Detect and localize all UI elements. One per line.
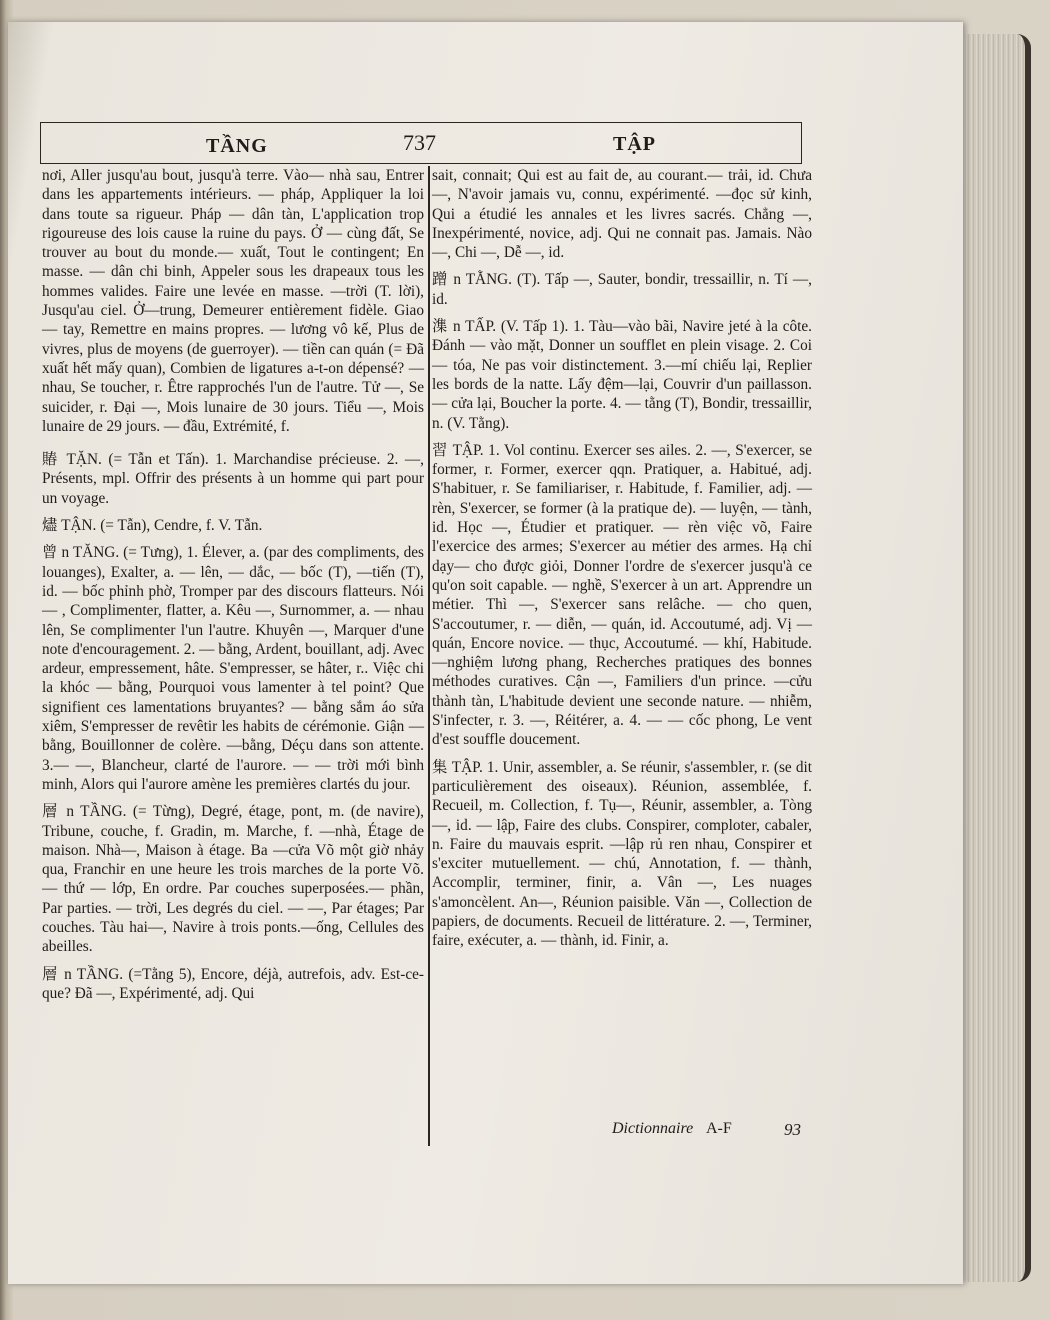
footer-sheet-number: 93 xyxy=(784,1120,801,1139)
footer-title: Dictionnaire xyxy=(612,1120,694,1137)
column-divider xyxy=(428,166,430,1146)
header-right-word: TẬP xyxy=(613,133,656,155)
entry-tang-3: 層 n TẦNG. (=Tằng 5), Encore, déjà, autrefois, adv. Est-ce-que? Đã —, Expérimenté, adj. Qui xyxy=(42,965,424,1002)
entry-tang-1: 曾 n TĂNG. (= Tưng), 1. Élever, a. (par des compliments, des louanges), Exalter, a. — lên, — dắc, — bốc (T), —tiến (T), id. — bốc phỉnh phờ, Tromper par des discours flatteurs. Nói — , Complimenter, flatter, a. Kêu —, Surnommer, a. — nhau lên, Se complimenter l'un l'autre. Khuyên —, Marquer d'une note d'encouragement. 2. — bằng, Ardent, bouillant, adj. Avec ardeur, empressement, hâte. S'empresser, se hâter, r.. Việc chi la khóc — bằng, Pourquoi vous lamenter à tel point? Que signifient ces lamentations bruyantes? — bằng sắm áo sửa xiêm, S'empresser de revêtir les habits de cérémonie. Giận — bằng, Bouillonner de colère. —bằng, Déçu dans son attente. 3.— —, Blancheur, clarté de l'aurore. — — trời mới bình minh, Alors qui l'aurore amène les premières clartés du jour. xyxy=(42,544,424,793)
entry-tang-4: 蹭 n TẰNG. (T). Tấp —, Sauter, bondir, tressaillir, n. Tí —, id. xyxy=(432,271,812,308)
running-header xyxy=(40,122,802,164)
page-number: 737 xyxy=(403,130,436,155)
footer-signature: A-F xyxy=(706,1120,732,1137)
entry-tap-3: 集 TẬP. 1. Unir, assembler, a. Se réunir, s'assembler, r. (se dit particulièrement des oiseaux). Réunion, assemblée, f. Recueil, m. Collection, f. Tụ—, Réunir, assembler, a. Tòng —, id. — lập, Faire des clubs. Conspirer, comploter, cabaler, n. Faire du mauvais esprit. —lập rủ ren nhau, Conspirer et s'exciter mutuellement. — chú, Annotation, f. — thành, Accomplir, terminer, finir, a. Vân —, Les nuages s'amoncèlent. An—, Réunion paisible. Văn —, Collection de papiers, de documents. Recueil de littérature. 2. —, Terminer, faire, exécuter, a. — thành, id. Finir, a. xyxy=(432,758,812,950)
entry-tang-2: 層 n TẦNG. (= Từng), Degré, étage, pont, m. (de navire), Tribune, couche, f. Gradin, m. Marche, f. —nhà, Étage de maison. Nhà—, Maison à étage. Ba —cửa Võ một giờ nhảy qua, Franchir en une heure les trois marches de la porte Võ. — thứ — lớp, En ordre. Par couches superposées.— phần, Par parties. — trời, Les degrés du ciel. — —, Par étages; Par couches. Tàu hai—, Navire à trois ponts.—ống, Cellules des abeilles. xyxy=(42,803,424,956)
header-left-word: TẦNG xyxy=(206,135,268,157)
right-column xyxy=(432,166,812,951)
entry-tan-2: 燼 TẬN. (= Tẫn), Cendre, f. V. Tẫn. xyxy=(42,517,263,535)
entry-continuation: nơi, Aller jusqu'au bout, jusqu'à terre. Vào— nhà sau, Entrer dans les appartements intérieurs. — pháp, Appliquer la loi dans toute sa rigueur. Pháp — dân tàn, L'application trop rigoureuse des lois cause la ruine du pays. Ở — cùng đất, Se trouver au bout du monde.— xuất, Tout le contingent; En masse. — dân chi binh, Appeler sous les drapeaux tous les hommes valides. Faire une levée en masse. —trời (T. lời), Jusqu'au ciel. Ở—trung, Demeurer entièrement fidèle. Giao — tay, Remettre en mains propres. — lương vô kế, Plus de vivres, plus de moyens (de guerroyer). — tiền can quán (= Đã xuất hết mấy quan), Combien de ligatures a-t-on dépensé? — nhau, Se toucher, r. Être rapprochés l'un de l'autre. Tử —, Se suicider, r. Đại —, Mois lunaire de 30 jours. Tiểu —, Mois lunaire de 29 jours. — đầu, Extrémité, f. xyxy=(42,167,424,435)
page-footer xyxy=(612,1120,812,1138)
entry-tap-1: 潗 n TẤP. (V. Tấp 1). 1. Tàu—vào bãi, Navire jeté à la côte. Đánh — vào mặt, Donner un soufflet en plein visage. 2. Coi — tóa, Ne pas voir distinctement. 3.—mí chiếu lại, Replier les bords de la natte. Lấy đệm—lại, Couvrir d'un paillasson. — cửa lại, Boucher la porte. 4. — tằng (T), Bondir, tressaillir, n. (V. Tằng). xyxy=(432,318,812,432)
entry-tap-2: 習 TẬP. 1. Vol continu. Exercer ses ailes. 2. —, S'exercer, se former, r. Former, exercer qqn. Pratiquer, a. Habitué, adj. S'habituer, r. Se familiariser, r. Habitude, f. Familier, adj. — rèn, S'exercer, se former (à la pratique de). — luyện, — tành, id. Học —, Étudier et pratiquer. — rèn việc võ, Faire l'exercice des armes; S'exercer au métier des armes. Hạ chỉ dạy— cho được giỏi, Donner l'ordre de s'exercer jusqu'à ce qu'on soit capable. — nghề, S'exercer à un art. Apprendre un métier. Thì —, S'exercer sans relâche. — cho quen, S'accoutumer, r. — diễn, — quán, id. Accoutumé, adj. Vị — quán, Encore novice. — thục, Accoutumé. — khí, Habitude. —nghiệm lương phang, Recherches pratiques des bonnes méthodes curatives. Cận —, Familiers d'un prince. —cửu thành tàn, L'habitude devient une seconde nature. — nhiễm, S'infecter, r. 3. —, Réitérer, a. 4. — — cốc phong, Le vent d'est souffle doucement. xyxy=(432,441,812,749)
page-edges xyxy=(965,34,1031,1282)
entry-continuation-right: sait, connait; Qui est au fait de, au courant.— trải, id. Chưa —, N'avoir jamais vu, connu, expérimenté. —đọc sử kinh, Qui a étudié les annales et les livres sacrés. Chẳng —, Inexpérimenté, novice, adj. Qui ne connait pas. Jamais. Nào —, Chi —, Dễ —, id. xyxy=(432,167,812,262)
left-column xyxy=(42,166,424,1003)
entry-tan-1: 賰 TẶN. (= Tẫn et Tấn). 1. Marchandise précieuse. 2. —, Présents, mpl. Offrir des présents à un homme qui part pour un voyage. xyxy=(42,451,424,507)
